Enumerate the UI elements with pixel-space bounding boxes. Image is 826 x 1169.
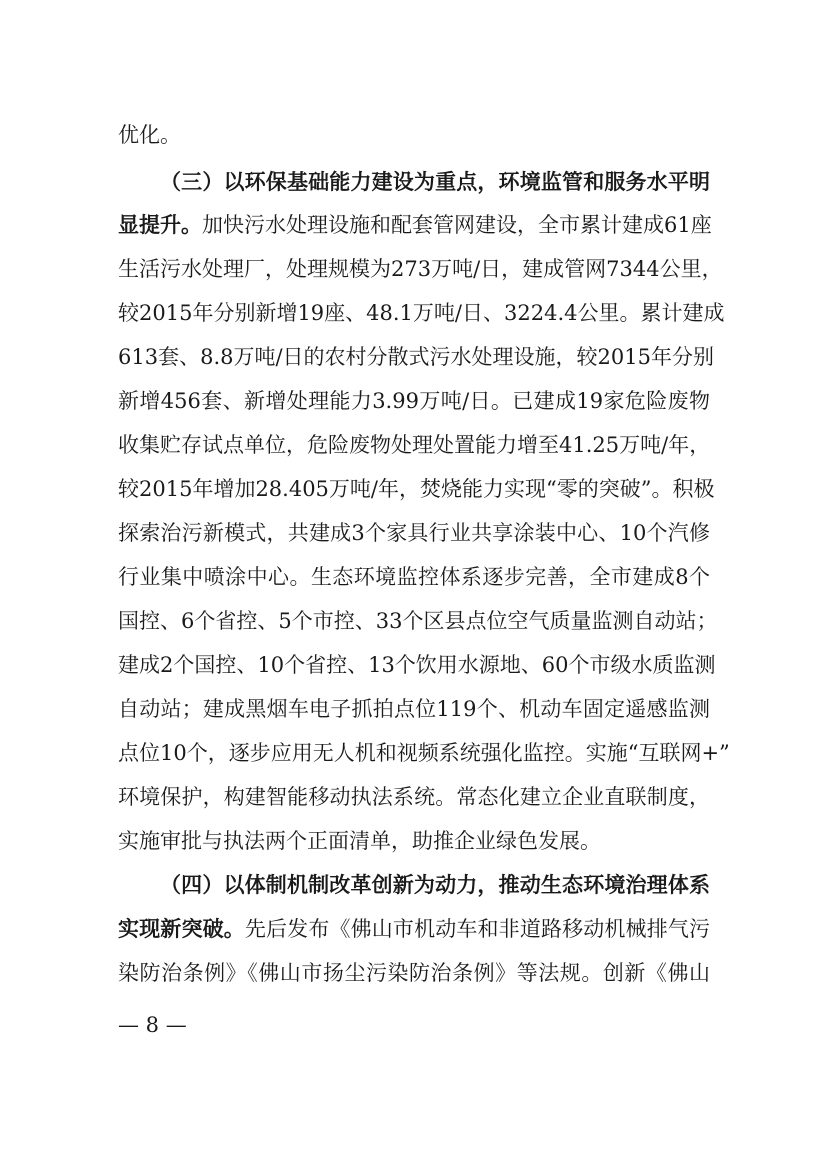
body-line: 实现新突破。先后发布《佛山市机动车和非道路移动机械排气污 (118, 917, 710, 941)
section-heading-3: （三）以环保基础能力建设为重点，环境监管和服务水平明 (160, 170, 710, 194)
body-line: 实施审批与执法两个正面清单，助推企业绿色发展。 (118, 829, 601, 853)
body-line: 自动站；建成黑烟车电子抓拍点位119个、机动车固定遥感监测 (118, 697, 710, 721)
body-line: 收集贮存试点单位，危险废物处理处置能力增至41.25万吨/年， (118, 433, 711, 457)
body-line: 较2015年增加28.405万吨/年，焚烧能力实现“零的突破”。积极 (118, 477, 715, 501)
body-line: 行业集中喷涂中心。生态环境监控体系逐步完善，全市建成8个 (118, 565, 710, 589)
body-line: 613套、8.8万吨/日的农村分散式污水处理设施，较2015年分别 (118, 345, 714, 369)
body-line: 优化。 (118, 123, 181, 147)
body-line: 较2015年分别新增19座、48.1万吨/日、3224.4公里。累计建成 (118, 301, 725, 325)
body-line: 显提升。加快污水处理设施和配套管网建设，全市累计建成61座 (118, 213, 712, 237)
body-line: 生活污水处理厂，处理规模为273万吨/日，建成管网7344公里， (118, 257, 723, 281)
body-line: 环境保护，构建智能移动执法系统。常态化建立企业直联制度， (118, 785, 710, 809)
body-line: 染防治条例》《佛山市扬尘污染防治条例》等法规。创新《佛山 (118, 961, 710, 985)
page-number: — 8 — (118, 1013, 187, 1037)
body-line: 新增456套、新增处理能力3.99万吨/日。已建成19家危险废物 (118, 389, 710, 413)
body-line: 国控、6个省控、5个市控、33个区县点位空气质量监测自动站； (118, 609, 718, 633)
body-line: 建成2个国控、10个省控、13个饮用水源地、60个市级水质监测 (118, 653, 716, 677)
section-heading-4: （四）以体制机制改革创新为动力，推动生态环境治理体系 (160, 873, 710, 897)
body-line: 点位10个，逐步应用无人机和视频系统强化监控。实施“互联网+” (118, 741, 730, 765)
body-line: 探索治污新模式，共建成3个家具行业共享涂装中心、10个汽修 (118, 521, 710, 545)
